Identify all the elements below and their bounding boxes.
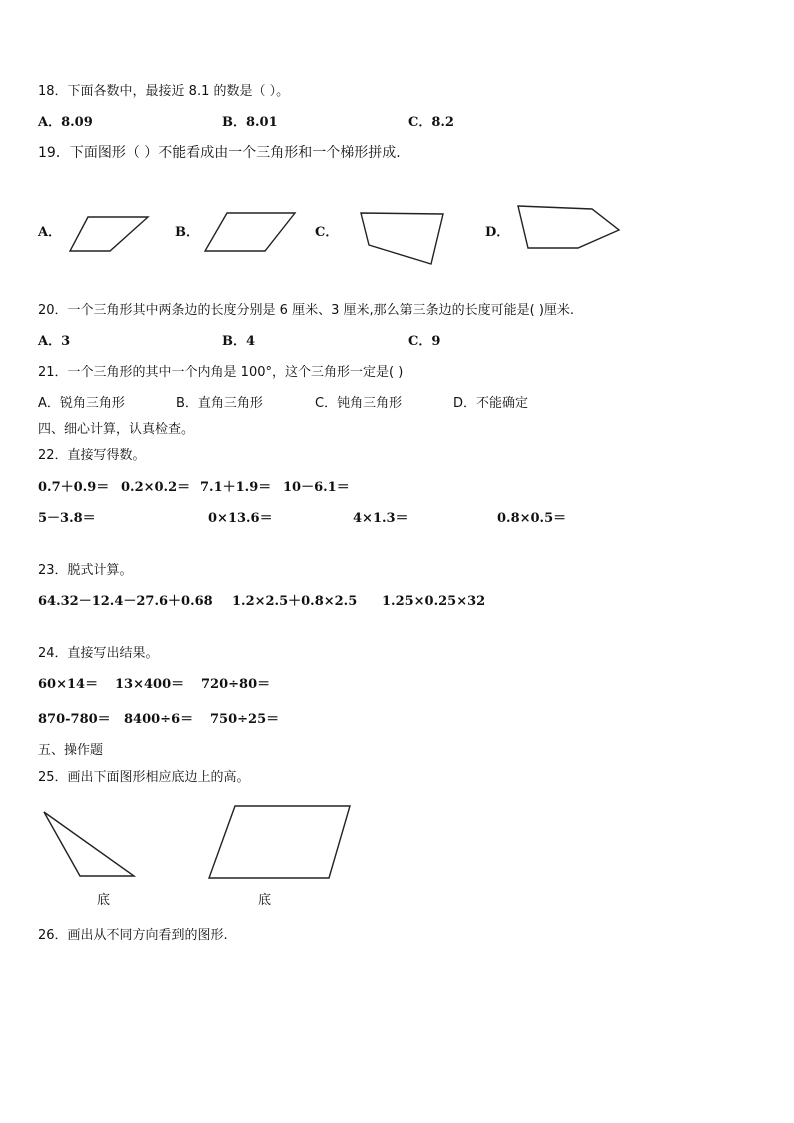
q19-figure-d-pentagon [510,200,625,255]
q20-option-c: C．9 [408,334,441,349]
q25-parallelogram-base-label: 底 [258,893,272,908]
q18-option-b: B．8.01 [222,115,278,130]
q25-triangle-base-label: 底 [97,893,111,908]
q22-item: 10－6.1＝ [283,480,350,495]
q25-parallelogram [205,802,355,884]
q19-figure-b-parallelogram [195,205,305,260]
q24-stem: 24．直接写出结果。 [38,646,159,661]
q24-item: 60×14＝ [38,677,99,692]
q23-item: 64.32－12.4－27.6＋0.68 [38,594,213,609]
q21-option-c: C．钝角三角形 [315,396,403,411]
section-4-heading: 四、细心计算，认真检查。 [38,422,195,437]
q18-option-c: C．8.2 [408,115,454,130]
q20-option-b: B．4 [222,334,256,349]
q20-stem: 20．一个三角形其中两条边的长度分别是 6 厘米、3 厘米,那么第三条边的长度可能是( )厘米. [38,303,575,318]
q25-triangle [40,808,140,883]
q22-item: 0×13.6＝ [208,511,273,526]
q26-stem: 26．画出从不同方向看到的图形. [38,928,228,943]
q19-option-a: A． [38,225,62,240]
q24-item: 750÷25＝ [210,712,280,727]
q25-stem: 25．画出下面图形相应底边上的高。 [38,770,250,785]
q21-stem: 21．一个三角形的其中一个内角是 100°，这个三角形一定是( ) [38,365,404,380]
q22-item: 0.8×0.5＝ [497,511,567,526]
q20-option-a: A．3 [38,334,71,349]
q22-item: 5－3.8＝ [38,511,96,526]
q19-figure-c-quadrilateral [355,205,455,275]
q22-stem: 22．直接写得数。 [38,448,146,463]
q18-stem: 18．下面各数中，最接近 8.1 的数是（ ）。 [38,84,290,99]
q22-item: 0.2×0.2＝ [121,480,191,495]
q23-item: 1.2×2.5＋0.8×2.5 [232,594,358,609]
q19-option-b: B． [175,225,199,240]
q19-figure-a-parallelogram [60,205,160,260]
q21-option-b: B．直角三角形 [176,396,263,411]
q19-stem: 19．下面图形（ ）不能看成由一个三角形和一个梯形拼成. [38,145,401,161]
q24-item: 13×400＝ [115,677,185,692]
section-5-heading: 五、操作题 [38,743,104,758]
q19-option-c: C． [315,225,339,240]
q21-option-d: D．不能确定 [453,396,529,411]
q22-item: 7.1＋1.9＝ [200,480,272,495]
q24-item: 720÷80＝ [201,677,271,692]
q21-option-a: A．锐角三角形 [38,396,125,411]
q18-option-a: A．8.09 [38,115,93,130]
q24-item: 870-780＝ [38,712,111,727]
q19-option-d: D． [485,225,510,240]
q24-item: 8400÷6＝ [124,712,194,727]
q22-item: 4×1.3＝ [353,511,409,526]
q23-stem: 23．脱式计算。 [38,563,133,578]
q22-item: 0.7＋0.9＝ [38,480,110,495]
q23-item: 1.25×0.25×32 [382,594,486,609]
